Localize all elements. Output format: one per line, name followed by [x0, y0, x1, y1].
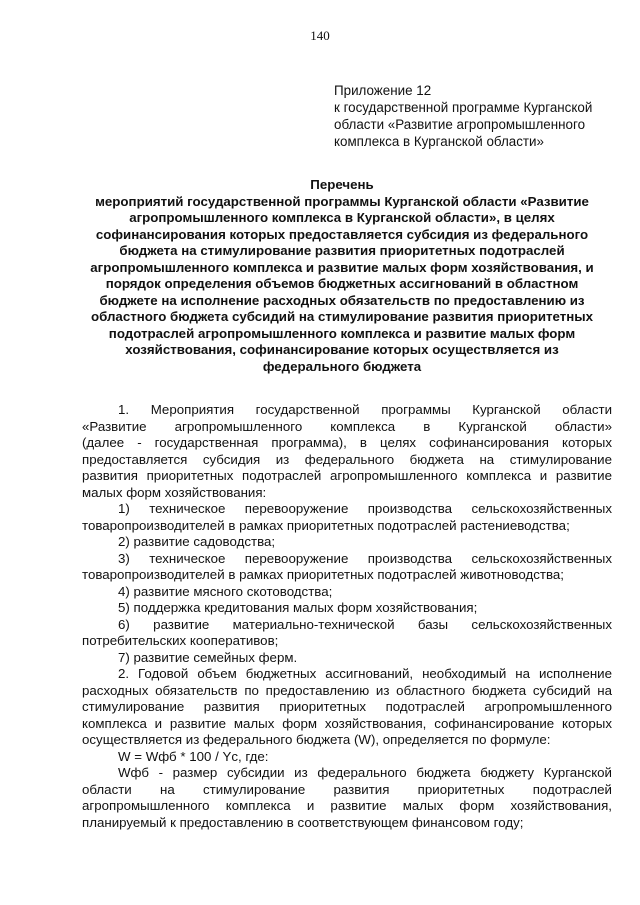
body-line: 3) техническое перевооружение производства сельскохозяйственных	[118, 550, 612, 566]
body-line: осуществляется из федерального бюджета (W), определяется по формуле:	[82, 732, 551, 747]
title-line: хозяйствования, софинансирование которых осуществляется из	[125, 342, 559, 357]
body-line: планируемый к предоставлению в соответствующем финансовом году;	[82, 814, 524, 830]
title-line: бюджета на стимулирование развития приоритетных подотраслей	[119, 243, 565, 258]
body-line: развития приоритетных подотраслей агропромышленного комплекса и развитие	[82, 468, 612, 483]
body-line: 1) техническое перевооружение производства сельскохозяйственных	[118, 501, 612, 516]
title-line: федерального бюджета	[262, 358, 422, 374]
body-line: 2) развитие садоводства;	[118, 534, 276, 549]
title-line: мероприятий государственной программы Курганской области «Развитие	[95, 193, 589, 209]
body-line: (далее - государственная программа), в целях софинансирования которых	[82, 435, 612, 450]
title-line: порядок определения объемов бюджетных ассигнований в областном	[105, 276, 579, 291]
body-line: 6) развитие материально-технической базы сельскохозяйственных	[118, 616, 612, 632]
body-line: малых форм хозяйствования:	[82, 484, 267, 500]
title-line: агропромышленного комплекса и развитие малых форм хозяйствования, и	[90, 259, 594, 275]
body-line: 4) развитие мясного скотоводства;	[118, 583, 333, 599]
body-text	[82, 402, 612, 831]
document-title	[74, 177, 610, 375]
title-heading: Перечень	[310, 177, 374, 192]
title-line: областного бюджета субсидий на стимулирование развития приоритетных	[90, 309, 594, 324]
title-line: софинансирования которых предоставляется субсидия из федерального	[95, 226, 589, 242]
body-line: 5) поддержка кредитования малых форм хозяйствования;	[118, 600, 478, 615]
body-line: расходных обязательств по предоставлению из областного бюджета субсидий на	[82, 682, 612, 698]
body-line: потребительских кооперативов;	[82, 633, 279, 648]
appendix-line: к государственной программе Курганской	[334, 100, 593, 115]
body-line: товаропроизводителей в рамках приоритетных подотраслей растениеводства;	[82, 517, 570, 533]
appendix-line: области «Развитие агропромышленного	[334, 117, 586, 132]
title-line: агропромышленного комплекса в Курганской области», в целях	[129, 210, 555, 225]
body-line: товаропроизводителей в рамках приоритетных подотраслей животноводства;	[82, 567, 564, 582]
body-line: области на стимулирование развития приоритетных подотраслей	[82, 781, 612, 797]
body-line: 7) развитие семейных ферм.	[118, 649, 298, 665]
appendix-line: Приложение 12	[334, 83, 432, 98]
body-line: 2. Годовой объем бюджетных ассигнований, необходимый на исполнение	[118, 666, 612, 681]
body-line: W = Wфб * 100 / Yc, где:	[118, 748, 269, 764]
body-line: агропромышленного комплекса и развитие малых форм хозяйствования,	[82, 798, 612, 813]
appendix-block	[334, 82, 624, 150]
body-line: «Развитие агропромышленного комплекса в Курганской области»	[82, 418, 612, 434]
title-line: подотраслей агропромышленного комплекса и развитие малых форм	[108, 325, 576, 341]
body-line: предоставляется субсидия из федерального бюджета на стимулирование	[82, 451, 612, 467]
body-line: комплекса и развитие малых форм хозяйствования, софинансирование которых	[82, 715, 612, 731]
appendix-line: комплекса в Курганской области»	[334, 134, 544, 149]
body-line: 1. Мероприятия государственной программы Курганской области	[118, 402, 612, 417]
body-line: Wфб - размер субсидии из федерального бюджета бюджету Курганской	[118, 765, 612, 780]
page-number: 140	[310, 28, 330, 43]
title-line: бюджете на исполнение расходных обязательств по предоставлению из	[99, 292, 585, 308]
body-line: стимулирование развития приоритетных подотраслей агропромышленного	[82, 699, 612, 714]
